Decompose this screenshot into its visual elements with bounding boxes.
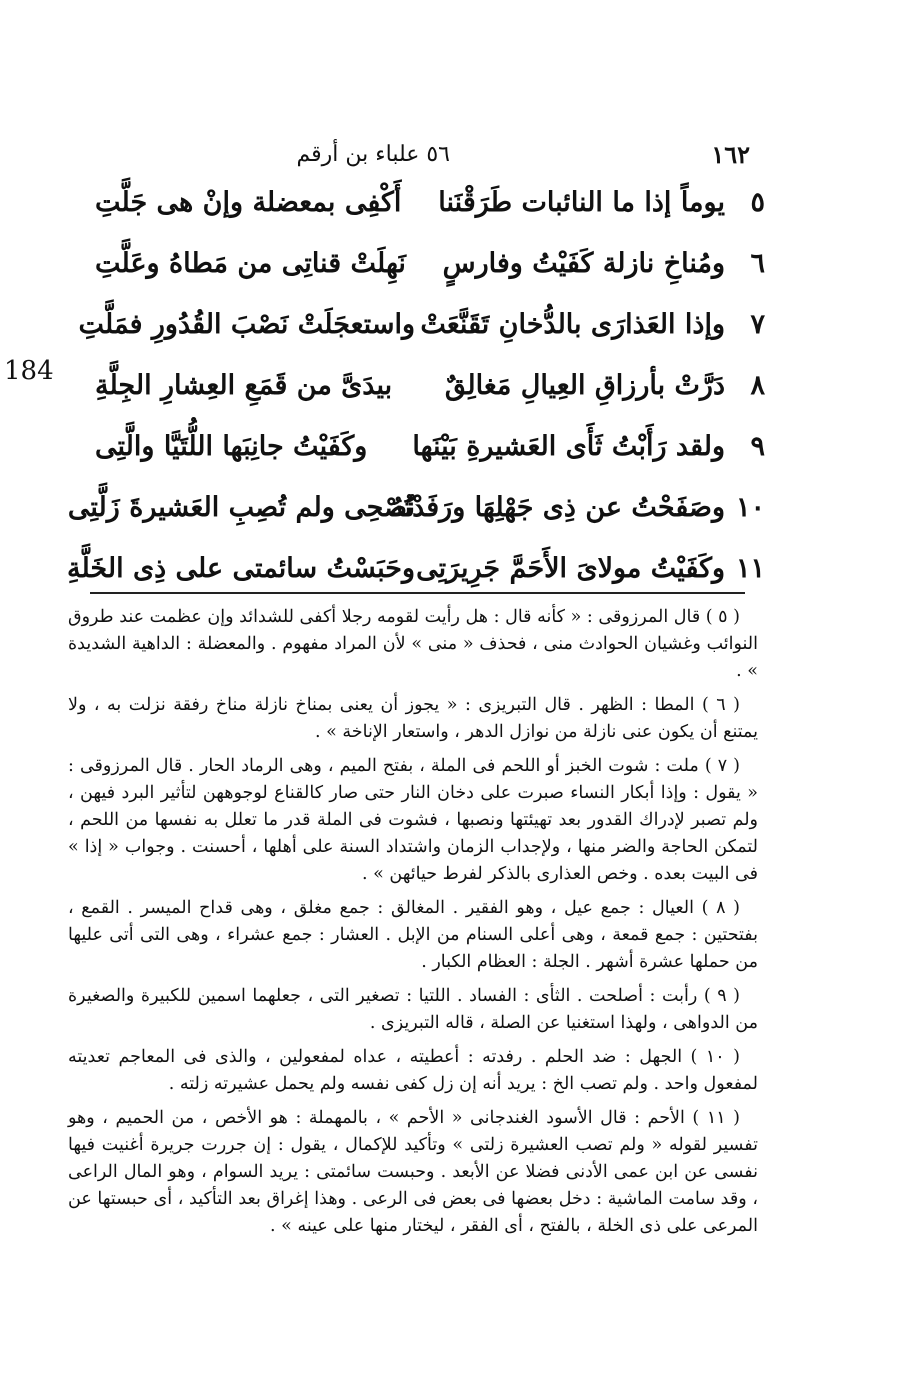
- poem-verses: [67, 172, 765, 599]
- verse-second-hemistich: نُصْحِى ولم تُصِبِ العَشيرةَ زَلَّتِى: [67, 492, 415, 523]
- verse-row: [95, 172, 765, 233]
- footnote: ( ٦ ) المطا : الظهر . قال التبريزى : « يجوز أن يعنى بمناخ نازلة مناخ رفقة نزلت به ، ولا يمتنع أن يكون عنى نازلة من نوازل الدهر ، واستعار الإناخة » .: [68, 695, 758, 742]
- verse-row: [67, 538, 765, 599]
- verse-second-hemistich: بيدَىَّ من قَمَعِ العِشارِ الجِلَّةِ: [95, 370, 393, 401]
- verse-first-hemistich: ومُناخِ نازلة كَفَيْتُ وفارسٍ: [442, 248, 725, 279]
- verse-number: ١٠: [735, 492, 765, 523]
- verse-first-hemistich: ولقد رَأَبْتُ ثَأَى العَشيرةِ بَيْنَها: [412, 431, 725, 462]
- verse-first-hemistich: وإذا العَذارَى بالدُّخانِ تَقَنَّعَتْ: [420, 309, 725, 340]
- footnote: ( ٨ ) العيال : جمع عيل ، وهو الفقير . المغالق : جمع مغلق ، وهى قداح الميسر . القمع ، بفتحتين : جمع قمعة ، وهى أعلى السنام من الإبل . العشار : جمع عشراء ، وهى التى أتى عليها من حملها عشرة أشهر . الجلة : العظام الكبار .: [68, 898, 758, 972]
- verse-first-hemistich: يوماً إذا ما النائبات طَرَقْنَنا: [438, 187, 725, 218]
- footnote: ( ٩ ) رأبت : أصلحت . الثأى : الفساد . اللتيا : تصغير التى ، جعلهما اسمين للكبيرة والصغيرة من الدواهى ، ولهذا استغنيا عن الصلة ، قاله التبريزى .: [68, 986, 758, 1033]
- page-number: ١٦٢: [711, 140, 750, 169]
- verse-second-hemistich: وحَبَسْتُ سائمتى على ذِى الخَلَّةِ: [67, 553, 415, 584]
- verse-number: ٧: [750, 309, 765, 340]
- footnote: ( ١١ ) الأحم : قال الأسود الغندجانى « الأحم » ، بالمهملة : هو الأخص ، من الحميم ، وهو تفسير لقوله « ولم تصب العشيرة زلتى » وتأكيد للإكمال ، يقول : إن جررت جريرة أغنيت فيها نفسى عن ابن عمى الأدنى فضلا عن الأبعد . وحبست سائمتى : يريد السوام ، وهو المال الراعى ، وقد سامت الماشية : دخل بعضها فى بعض فى الرعى . وهذا إغراق بعد التأكيد ، أى حبستها عن المرعى على ذى الخلة ، بالفتح ، أى الفقر ، ليختار منها على عينه » .: [68, 1108, 758, 1236]
- verse-number: ٨: [750, 370, 765, 401]
- verse-row: [95, 233, 765, 294]
- footnote: ( ٧ ) ملت : شوت الخبز أو اللحم فى الملة ، بفتح الميم ، وهى الرماد الحار . قال المرزوقى : « يقول : وإذا أبكار النساء صبرت على دخان النار حتى صار كالقناع لوجوههن لتأثير البرد فيهن ، ولم تصبر لإدراك القدور بعد تهيئتها ونصبها ، فشوت فى الملة قدر ما تعلل به نفسها من اللحم ، لتمكن الحاجة والضر منها ، ولإجداب الزمان واشتداد السنة على أهلها ، أحسنت . وجواب « إذا » فى البيت بعده . وخص العذارى بالذكر لفرط حيائهن » .: [68, 756, 758, 884]
- running-title: ٥٦ علباء بن أرقم: [296, 142, 450, 167]
- verse-second-hemistich: واستعجَلَتْ نَصْبَ القُدُورِ فمَلَّتِ: [78, 309, 415, 340]
- verse-first-hemistich: وكَفَيْتُ مولاىَ الأَحَمَّ جَرِيرَتِى: [416, 553, 725, 584]
- verse-number: ١١: [735, 553, 765, 584]
- verse-first-hemistich: وصَفَحْتُ عن ذِى جَهْلِهَا ورَفَدْتُهُ: [390, 492, 725, 523]
- footnote-divider: [90, 592, 745, 594]
- footnote: ( ٥ ) قال المرزوقى : « كأنه قال : هل رأيت لقومه رجلا أكفى للشدائد وإن عظمت عند طروق النوائب وغشيان الحوادث منى ، فحذف « منى » لأن المراد مفهوم . والمعضلة : الداهية الشديدة » .: [68, 607, 758, 681]
- footnote: ( ١٠ ) الجهل : ضد الحلم . رفدته : أعطيته ، عداه لمفعولين ، والذى فى المعاجم تعديته لمفعول واحد . ولم تصب الخ : يريد أنه إن زل كفى نفسه ولم يحمل عشيرته زلته .: [68, 1047, 758, 1094]
- verse-row: [67, 477, 765, 538]
- verse-first-hemistich: دَرَّتْ بأرزاقِ العِيالِ مَغالِقٌ: [444, 370, 725, 401]
- verse-second-hemistich: نَهِلَتْ قناتِى من مَطاهُ وعَلَّتِ: [95, 248, 406, 279]
- verse-row: [95, 355, 765, 416]
- footnotes: [68, 604, 758, 1247]
- verse-number: ٩: [750, 431, 765, 462]
- verse-number: ٥: [750, 187, 765, 218]
- verse-second-hemistich: أَكْفِى بمعضلة وإنْ هى جَلَّتِ: [95, 187, 402, 218]
- verse-row: [95, 416, 765, 477]
- verse-row: [78, 294, 765, 355]
- margin-page-reference: 184: [4, 356, 54, 386]
- verse-number: ٦: [750, 248, 765, 279]
- verse-second-hemistich: وكَفَيْتُ جانِبَها اللُّتَيَّا والَّتِى: [95, 431, 368, 462]
